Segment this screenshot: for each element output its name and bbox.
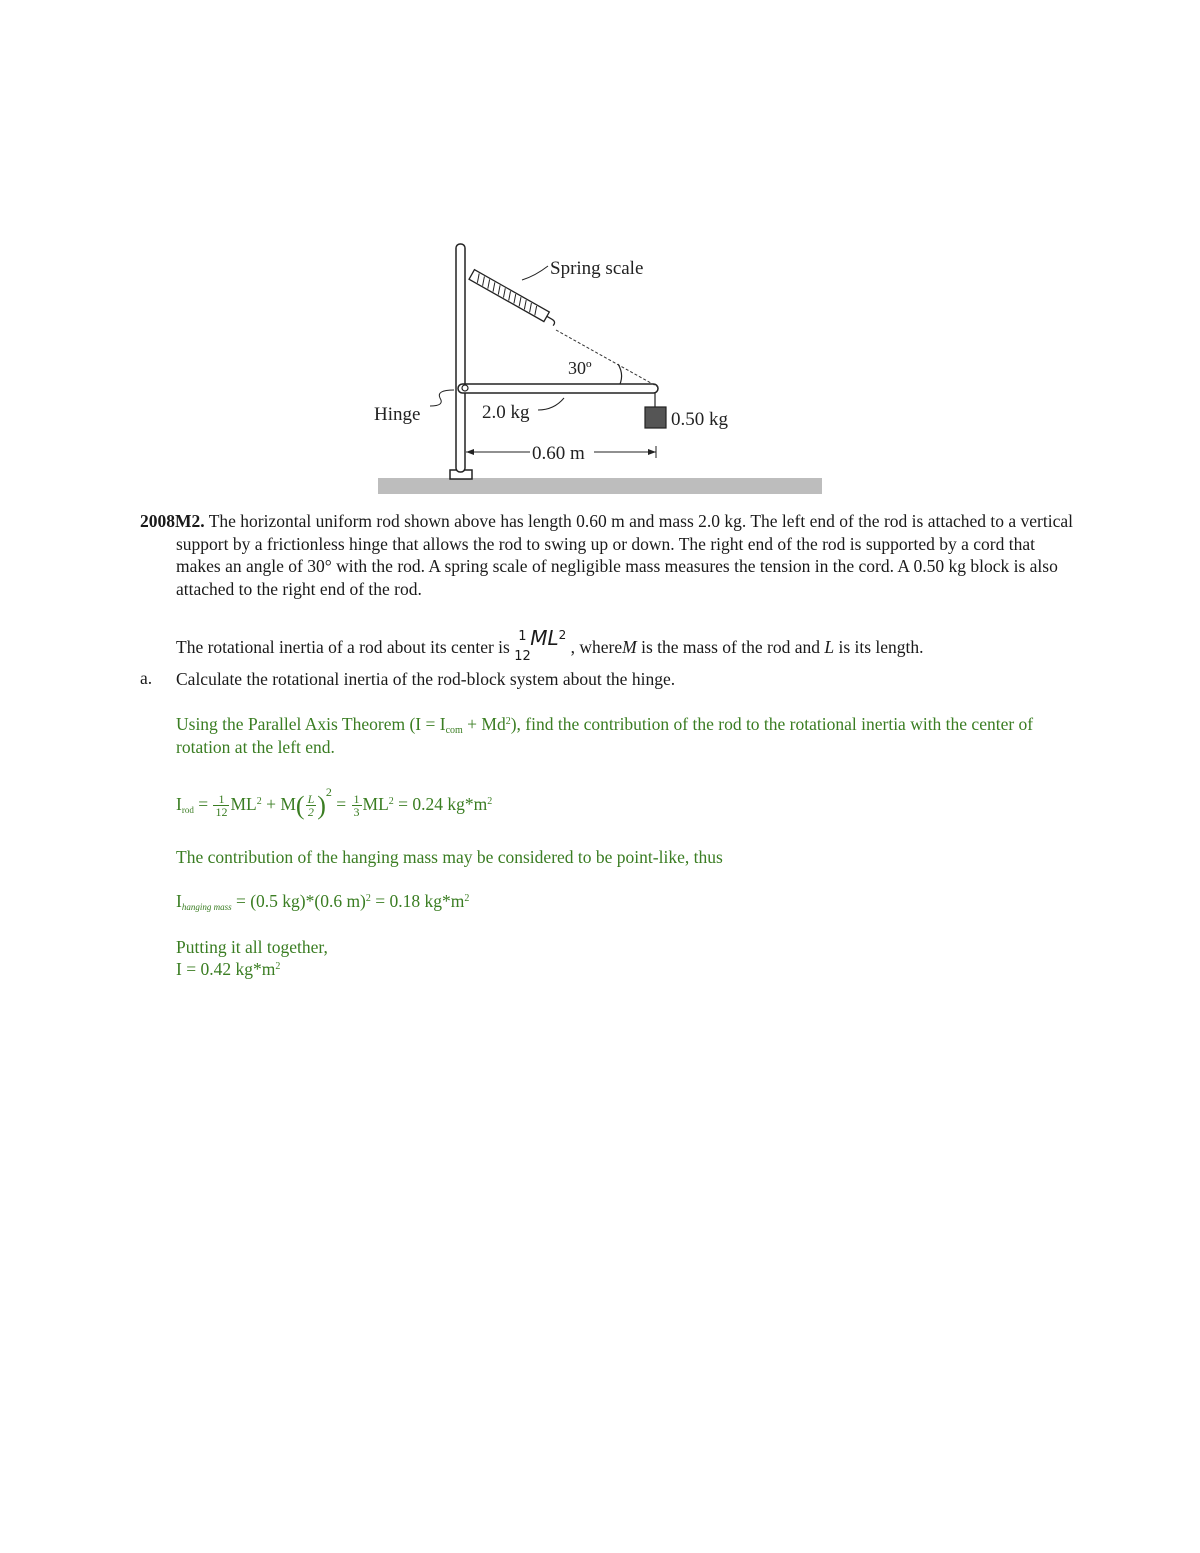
rod: [458, 384, 658, 393]
inertia-intro: The rotational inertia of a rod about its center is: [176, 637, 510, 657]
solution-parallel-axis: Using the Parallel Axis Theorem $(I = I_{com} + Md^2)$, find the contribution of the rod to the rotational inertia with the center of rotation at the left end.: [176, 714, 1034, 757]
floor: [378, 478, 822, 494]
solution-together: Putting it all together,: [176, 937, 328, 957]
problem-id: 2008M2.: [140, 511, 205, 531]
hinge-pointer: [430, 390, 454, 406]
inertia-note: The rotational inertia of a rod about its center is 1 12 $ML^2$ , whereM is the mass of the rod and L is its length.: [176, 626, 924, 664]
part-a-label: a.: [140, 668, 153, 688]
solution-rod-equation: $I_{rod}$ = $\frac{1}{12}$ $ML^2 + M$( $\frac{L}{2}$ )$^2$ = $\frac{1}{3}$ $ML^2 = 0.24$ $kg*m^2$: [176, 785, 493, 820]
solution-hanging-equation: $I_{hanging mass} = (0.5$ kg)*(0.6 m)$^2$ = 0.18 $kg*m^2$: [176, 891, 470, 912]
problem-statement: [140, 510, 1081, 600]
problem-text: The horizontal uniform rod shown above has length 0.60 m and mass 2.0 kg. The left end of the rod is attached to a vertical support by a frictionless hinge that allows the rod to swing up or down. The right end of the rod is supported by a cord that makes an angle of 30° with the rod. A spring scale of negligible mass measures the tension in the cord. A 0.50 kg block is also attached to the right end of the rod.: [176, 511, 1073, 599]
inertia-fraction: 1 12: [514, 629, 531, 664]
angle-arc: [618, 364, 622, 384]
rod-mass-label: 2.0 kg: [482, 402, 530, 423]
vertical-support: [456, 244, 465, 472]
spring-scale-rod-diagram: [370, 236, 830, 500]
block-mass-label: 0.50 kg: [671, 409, 728, 430]
spring-scale-label: Spring scale: [550, 258, 644, 279]
part-a-question: Calculate the rotational inertia of the rod-block system about the hinge.: [176, 669, 676, 689]
length-label: 0.60 m: [532, 443, 585, 464]
hinge-label: Hinge: [374, 404, 421, 425]
angle-label: 30º: [568, 358, 592, 378]
solution-hanging-text: The contribution of the hanging mass may be considered to be point-like, thus: [176, 847, 723, 867]
solution-final: I = 0.42 $kg*m^2$: [176, 959, 281, 979]
hinge-pin: [462, 385, 468, 391]
spring-pointer: [522, 266, 548, 280]
hanging-block: [645, 407, 666, 428]
spring-scale: [469, 270, 558, 327]
rod-mass-pointer: [538, 398, 564, 410]
inertia-expression: $ML^2$: [530, 626, 567, 650]
